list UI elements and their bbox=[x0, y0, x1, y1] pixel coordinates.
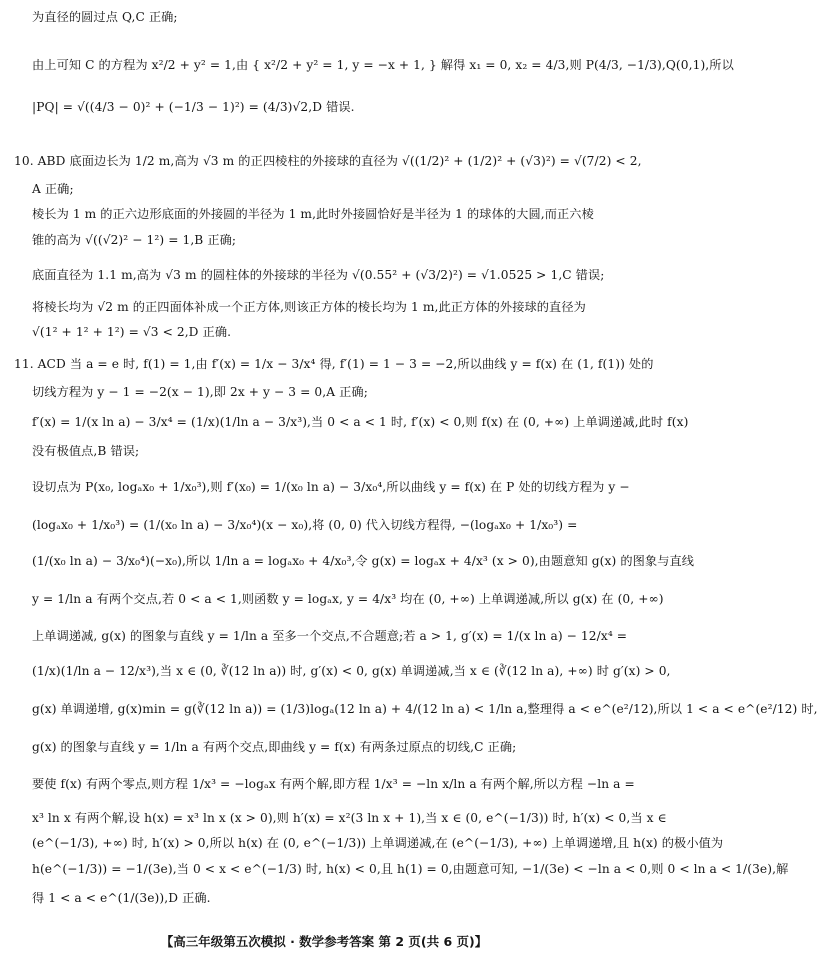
text-line: g(x) 单调递增, g(x)min = g(∛(12 ln a)) = (1/3)logₐ(12 ln a) + 4/(12 ln a) < 1/ln a,整理得 a < e^(e²/12),所以 1 < a < e^(e²/12) 时, bbox=[32, 702, 818, 716]
question-10-line: 10. ABD 底面边长为 1/2 m,高为 √3 m 的正四棱柱的外接球的直径为 √((1/2)² + (1/2)² + (√3)²) = √(7/2) < 2, bbox=[14, 154, 642, 168]
text-line: 设切点为 P(x₀, logₐx₀ + 1/x₀³),则 f′(x₀) = 1/(x₀ ln a) − 3/x₀⁴,所以曲线 y = f(x) 在 P 处的切线方程为 y − bbox=[32, 480, 630, 494]
text-line: 要使 f(x) 有两个零点,则方程 1/x³ = −logₐx 有两个解,即方程 1/x³ = −ln x/ln a 有两个解,所以方程 −ln a = bbox=[32, 777, 635, 791]
text-line: 切线方程为 y − 1 = −2(x − 1),即 2x + y − 3 = 0,A 正确; bbox=[32, 385, 368, 399]
text-line: (1/x)(1/ln a − 12/x³),当 x ∈ (0, ∛(12 ln a)) 时, g′(x) < 0, g(x) 单调递减,当 x ∈ (∛(12 ln a), +∞) 时 g′(x) > 0, bbox=[32, 664, 671, 678]
text-line: A 正确; bbox=[32, 182, 74, 196]
text-line: y = 1/ln a 有两个交点,若 0 < a < 1,则函数 y = logₐx, y = 4/x³ 均在 (0, +∞) 上单调递减,所以 g(x) 在 (0, +∞) bbox=[32, 592, 664, 606]
text-line: (logₐx₀ + 1/x₀³) = (1/(x₀ ln a) − 3/x₀⁴)(x − x₀),将 (0, 0) 代入切线方程得, −(logₐx₀ + 1/x₀³) = bbox=[32, 518, 578, 532]
question-11-line: 11. ACD 当 a = e 时, f(1) = 1,由 f′(x) = 1/x − 3/x⁴ 得, f′(1) = 1 − 3 = −2,所以曲线 y = f(x) 在 (1, f(1)) 处的 bbox=[14, 357, 654, 371]
text-line: 得 1 < a < e^(1/(3e)),D 正确. bbox=[32, 891, 211, 905]
text-line: (1/(x₀ ln a) − 3/x₀⁴)(−x₀),所以 1/ln a = logₐx₀ + 4/x₀³,令 g(x) = logₐx + 4/x³ (x > 0),由题意知 g(x) 的图象与直线 bbox=[32, 554, 695, 568]
text-line: 上单调递减, g(x) 的图象与直线 y = 1/ln a 至多一个交点,不合题意;若 a > 1, g′(x) = 1/(x ln a) − 12/x⁴ = bbox=[32, 629, 628, 643]
text-line: √(1² + 1² + 1²) = √3 < 2,D 正确. bbox=[32, 325, 232, 339]
text-line: (e^(−1/3), +∞) 时, h′(x) > 0,所以 h(x) 在 (0, e^(−1/3)) 上单调递减,在 (e^(−1/3), +∞) 上单调递增,且 h(x) 的极小值为 bbox=[32, 836, 724, 850]
text-line: 锥的高为 √((√2)² − 1²) = 1,B 正确; bbox=[32, 233, 237, 247]
text-line: h(e^(−1/3)) = −1/(3e),当 0 < x < e^(−1/3) 时, h(x) < 0,且 h(1) = 0,由题意可知, −1/(3e) < −ln a < 0,则 0 < ln a < 1/(3e),解 bbox=[32, 862, 789, 876]
text-line: 将棱长均为 √2 m 的正四面体补成一个正方体,则该正方体的棱长均为 1 m,此正方体的外接球的直径为 bbox=[32, 300, 586, 314]
text-line: 由上可知 C 的方程为 x²/2 + y² = 1,由 { x²/2 + y² = 1, y = −x + 1, } 解得 x₁ = 0, x₂ = 4/3,则 P(4/3, −1/3),Q(0,1),所以 bbox=[32, 58, 734, 72]
text-line: g(x) 的图象与直线 y = 1/ln a 有两个交点,即曲线 y = f(x) 有两条过原点的切线,C 正确; bbox=[32, 740, 517, 754]
text-line: 为直径的圆过点 Q,C 正确; bbox=[32, 10, 178, 24]
text-line: |PQ| = √((4/3 − 0)² + (−1/3 − 1)²) = (4/3)√2,D 错误. bbox=[32, 100, 355, 114]
page-footer: 【高三年级第五次模拟 · 数学参考答案 第 2 页(共 6 页)】 bbox=[160, 934, 488, 949]
text-line: 底面直径为 1.1 m,高为 √3 m 的圆柱体的外接球的半径为 √(0.55² + (√3/2)²) = √1.0525 > 1,C 错误; bbox=[32, 268, 605, 282]
text-line: f′(x) = 1/(x ln a) − 3/x⁴ = (1/x)(1/ln a − 3/x³),当 0 < a < 1 时, f′(x) < 0,则 f(x) 在 (0, +∞) 上单调递减,此时 f(x) bbox=[32, 415, 689, 429]
text-line: x³ ln x 有两个解,设 h(x) = x³ ln x (x > 0),则 h′(x) = x²(3 ln x + 1),当 x ∈ (0, e^(−1/3)) 时, h′(x) < 0,当 x ∈ bbox=[32, 811, 667, 825]
text-line: 棱长为 1 m 的正六边形底面的外接圆的半径为 1 m,此时外接圆恰好是半径为 1 的球体的大圆,而正六棱 bbox=[32, 207, 594, 221]
text-line: 没有极值点,B 错误; bbox=[32, 444, 140, 458]
